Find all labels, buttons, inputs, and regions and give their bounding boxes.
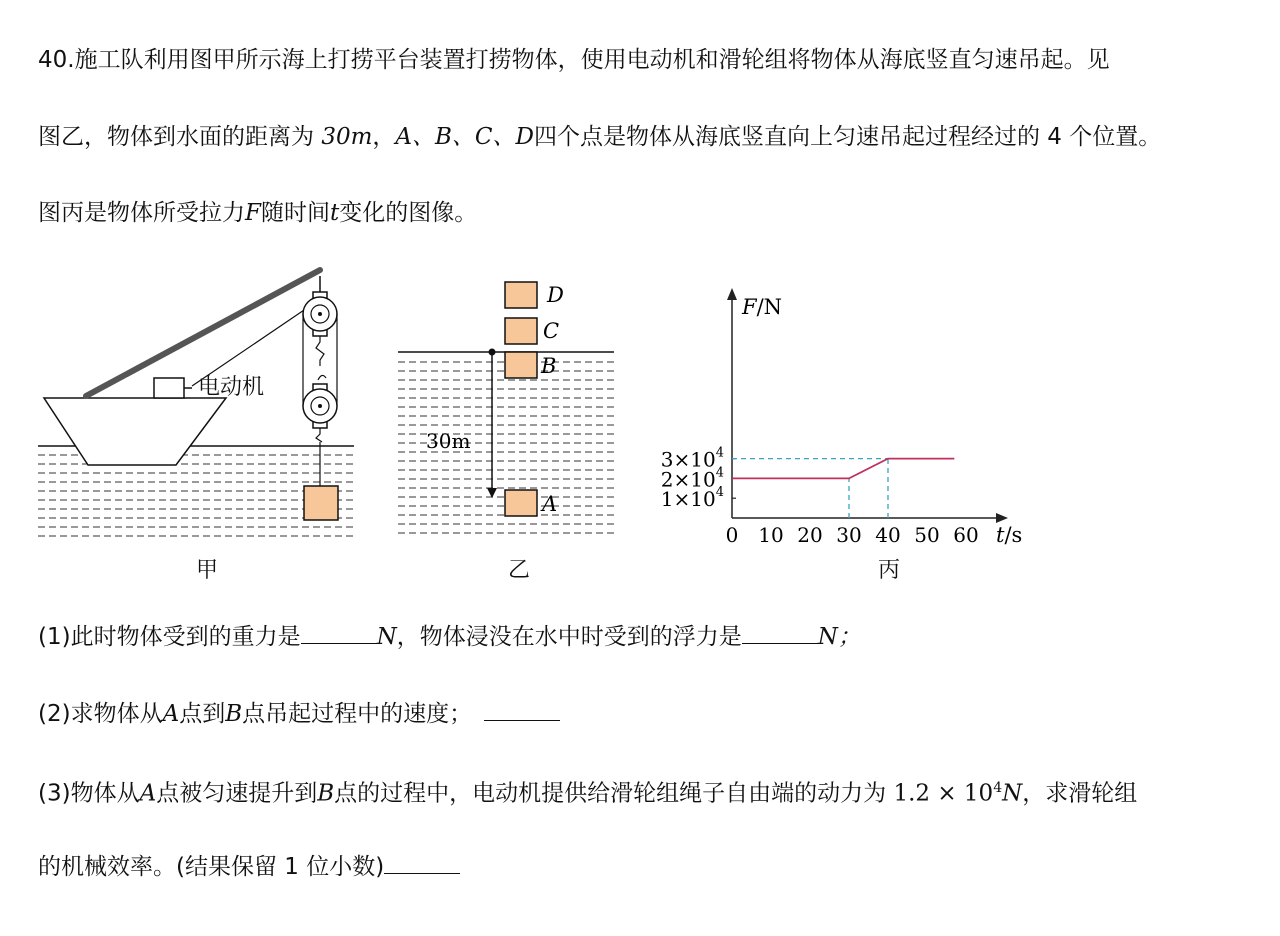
y-tick-label: $3\times 10^4$ bbox=[660, 445, 724, 472]
y-axis-label: F/N bbox=[742, 295, 783, 319]
label-A: A bbox=[542, 492, 558, 516]
figure-yi bbox=[394, 270, 624, 545]
text-segment: 点的过程中，电动机提供给滑轮组绳子自由端的动力为 bbox=[334, 780, 894, 807]
text-segment: 四个点是物体从海底竖直向上匀速吊起过程经过的 4 个位置。 bbox=[533, 124, 1162, 150]
x-tick-label: 20 bbox=[797, 523, 823, 547]
pulley-axle bbox=[318, 312, 322, 316]
question-line-1 bbox=[38, 44, 1110, 76]
x-axis-arrow bbox=[996, 513, 1008, 523]
x-tick-label: 40 bbox=[875, 523, 901, 547]
label-C: C bbox=[543, 319, 560, 343]
y-tick-label: $2\times 10^4$ bbox=[660, 465, 724, 492]
symbol-F: F bbox=[245, 200, 261, 226]
question-line-3 bbox=[38, 197, 477, 229]
unit-N: N bbox=[1002, 780, 1023, 807]
hook-top bbox=[318, 375, 326, 380]
text-segment: ，物体浸没在水中时受到的浮力是 bbox=[396, 624, 742, 650]
sub-question-3 bbox=[38, 772, 1137, 810]
text-segment: ，求滑轮组 bbox=[1022, 780, 1138, 807]
point-A: A bbox=[162, 701, 180, 727]
text-segment: 点被匀速提升到 bbox=[156, 780, 318, 807]
caption-jia: 甲 bbox=[196, 558, 219, 583]
question-text-1: 施工队利用图甲所示海上打捞平台装置打捞物体，使用电动机和滑轮组将物体从海底竖直匀速吊起。见 bbox=[74, 47, 1110, 73]
answer-blank-3[interactable] bbox=[484, 700, 560, 721]
y-tick-label: $1\times 10^4$ bbox=[660, 485, 724, 512]
hook-bottom bbox=[316, 428, 322, 442]
unit-N: N bbox=[817, 624, 838, 650]
block-A bbox=[505, 490, 537, 516]
x-tick-label: 50 bbox=[914, 523, 940, 547]
x-tick-label: 30 bbox=[836, 523, 862, 547]
block-C bbox=[505, 318, 537, 344]
caption-bing: 丙 bbox=[878, 558, 901, 583]
symbol-t: t bbox=[329, 200, 340, 226]
text-segment: 的机械效率。(结果保留 1 位小数) bbox=[38, 854, 385, 880]
unit-N: N bbox=[376, 624, 397, 650]
text-segment: 随时间 bbox=[260, 200, 330, 226]
series-line bbox=[732, 459, 954, 479]
x-axis-label: t/s bbox=[996, 523, 1023, 547]
y-axis-arrow bbox=[727, 288, 737, 300]
text-segment: (2)求物体从 bbox=[38, 701, 163, 727]
sub-question-1 bbox=[38, 621, 861, 653]
text-segment: ， bbox=[372, 124, 396, 150]
motor bbox=[154, 378, 184, 398]
sub-question-3-line-2 bbox=[38, 851, 460, 883]
text-segment: (1)此时物体受到的重力是 bbox=[38, 624, 301, 650]
point-B: B bbox=[317, 780, 335, 807]
sub-question-2 bbox=[38, 698, 560, 730]
pulley-axle bbox=[318, 404, 322, 408]
answer-blank-1[interactable] bbox=[301, 623, 377, 644]
figure-jia bbox=[36, 262, 366, 552]
point-A: A bbox=[139, 780, 157, 807]
caption-yi: 乙 bbox=[508, 558, 531, 583]
distance-label: 30m bbox=[426, 429, 471, 453]
label-B: B bbox=[541, 354, 557, 378]
force-exponent: 4 bbox=[993, 780, 1003, 796]
force-value: 1.2 × 10 bbox=[893, 780, 994, 807]
block-D bbox=[505, 282, 537, 308]
block-B bbox=[505, 352, 537, 378]
object-block bbox=[304, 486, 338, 520]
x-tick-label: 0 bbox=[725, 523, 739, 547]
text-segment: 图乙，物体到水面的距离为 bbox=[38, 124, 322, 150]
text-segment: ； bbox=[837, 624, 861, 650]
x-tick-label: 60 bbox=[953, 523, 979, 547]
text-segment: (3)物体从 bbox=[38, 780, 140, 807]
x-tick-label: 10 bbox=[758, 523, 784, 547]
hook bbox=[316, 336, 324, 366]
text-segment: 变化的图像。 bbox=[339, 200, 478, 226]
motor-label: 电动机 bbox=[198, 375, 265, 400]
answer-blank-2[interactable] bbox=[742, 623, 818, 644]
point-B: B bbox=[225, 701, 243, 727]
text-segment: 点到 bbox=[179, 701, 226, 727]
text-segment: 点吊起过程中的速度； bbox=[242, 701, 473, 727]
points-list: A、B、C、D bbox=[395, 124, 534, 150]
answer-blank-4[interactable] bbox=[384, 853, 460, 874]
distance-value: 30m bbox=[321, 124, 373, 150]
figure-bing-chart bbox=[660, 284, 1040, 556]
question-line-2 bbox=[38, 121, 1161, 153]
label-D: D bbox=[547, 283, 564, 307]
text-segment: 图丙是物体所受拉力 bbox=[38, 200, 245, 226]
question-number: 40. bbox=[38, 47, 75, 73]
